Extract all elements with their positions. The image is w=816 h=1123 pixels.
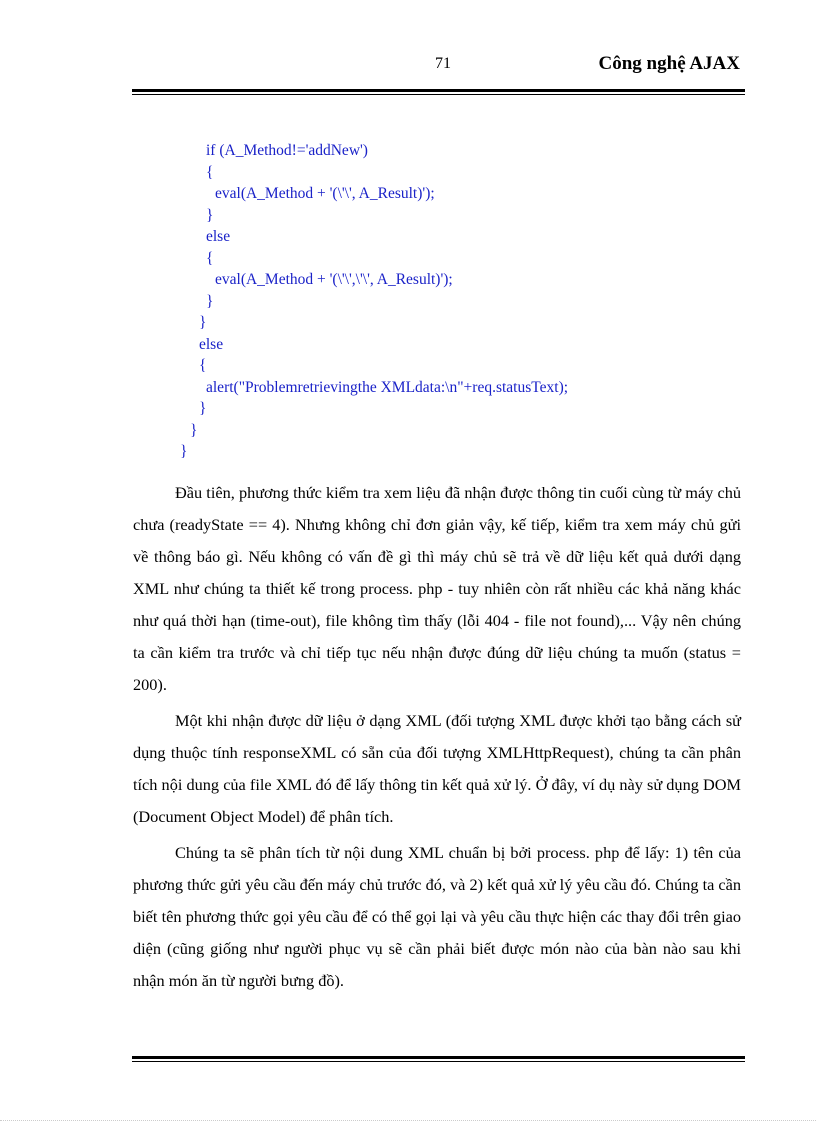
header-title: Công nghệ AJAX: [598, 53, 740, 74]
code-line: {: [199, 357, 207, 374]
code-line: else: [199, 336, 224, 353]
page-edge: [0, 1120, 816, 1121]
body-text: [133, 477, 741, 1001]
code-line: else: [206, 228, 231, 245]
code-line: {: [206, 164, 214, 181]
code-line: {: [206, 250, 214, 267]
code-line: alert("Problemretrievingthe XMLdata:\n"+req.statusText);: [206, 379, 569, 396]
paragraph: Một khi nhận được dữ liệu ở dạng XML (đối tượng XML được khởi tạo bằng cách sử dụng thuộc tính responseXML có sẵn của đối tượng XMLHttpRequest), chúng ta cần phân tích nội dung của file XML đó để lấy thông tin kết quả xử lý. Ở đây, ví dụ này sử dụng DOM (Document Object Model) để phân tích.: [133, 711, 741, 826]
code-line: eval(A_Method + '(\'\',\'\', A_Result)');: [215, 271, 453, 288]
code-line: eval(A_Method + '(\'\', A_Result)');: [215, 185, 435, 202]
paragraph: Đầu tiên, phương thức kiểm tra xem liệu đã nhận được thông tin cuối cùng từ máy chủ chưa (readyState == 4). Nhưng không chỉ đơn giản vậy, kế tiếp, kiểm tra xem máy chủ gửi về thông báo gì. Nếu không có vấn đề gì thì máy chủ sẽ trả về dữ liệu kết quả dưới dạng XML như chúng ta thiết kế trong process. php - tuy nhiên còn rất nhiều các khả năng khác như quá thời hạn (time-out), file không tìm thấy (lỗi 404 - file not found),... Vậy nên chúng ta cần kiểm tra trước và chỉ tiếp tục nếu nhận được đúng dữ liệu chúng ta muốn (status = 200).: [133, 483, 741, 694]
code-line: }: [199, 400, 207, 417]
code-line: if (A_Method!='addNew'): [206, 142, 368, 159]
page-number: 71: [435, 55, 451, 72]
code-line: }: [190, 422, 198, 439]
code-line: }: [206, 207, 214, 224]
paragraph: Chúng ta sẽ phân tích từ nội dung XML chuẩn bị bởi process. php để lấy: 1) tên của phương thức gửi yêu cầu đến máy chủ trước đó, và 2) kết quả xử lý yêu cầu đó. Chúng ta cần biết tên phương thức gọi yêu cầu để có thể gọi lại và yêu cầu thực hiện các thay đổi trên giao diện (cũng giống như người phục vụ sẽ cần phải biết được món nào của bàn nào sau khi nhận món ăn từ người bưng đồ).: [133, 843, 741, 990]
code-line: }: [206, 293, 214, 310]
header-rule: [132, 89, 745, 95]
code-line: }: [180, 443, 188, 460]
code-line: }: [199, 314, 207, 331]
footer-rule: [132, 1056, 745, 1062]
